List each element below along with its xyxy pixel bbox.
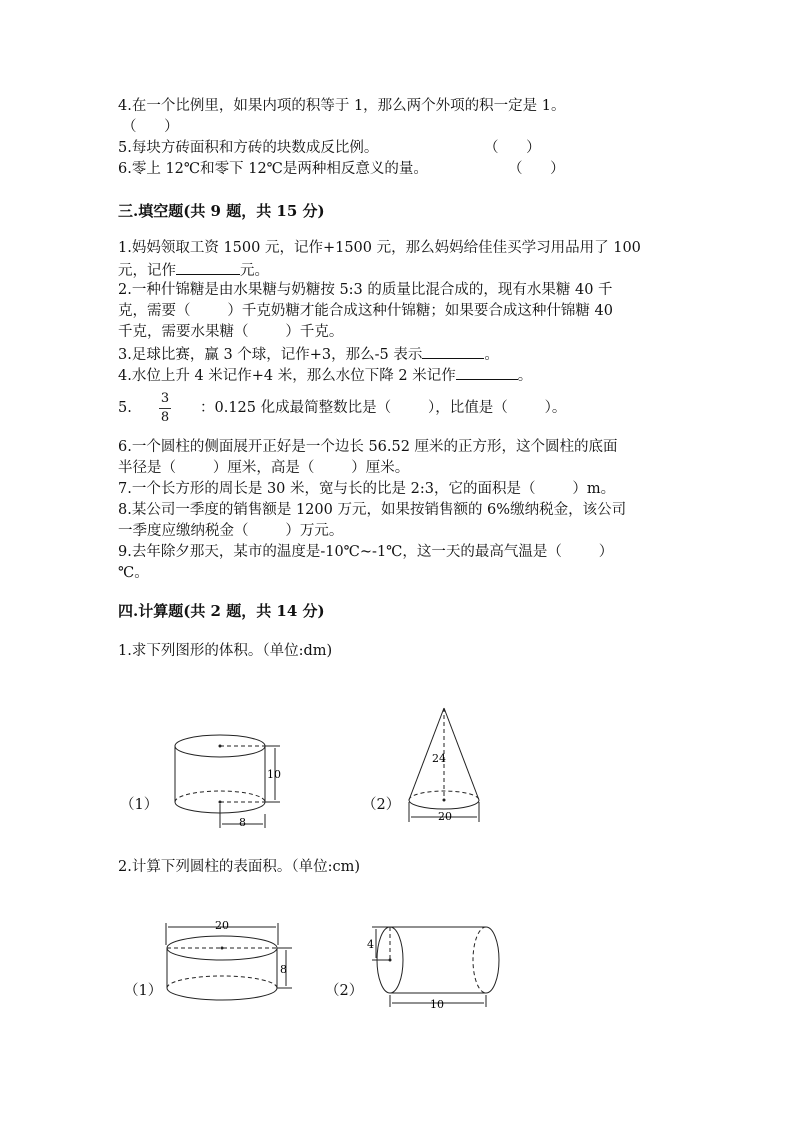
fig2-diameter-label: 20 bbox=[438, 810, 452, 823]
judgment-q5-answer-paren: （ ） bbox=[484, 140, 541, 156]
calc-q1: 1.求下列图形的体积。（单位:dm) bbox=[118, 643, 333, 659]
cylinder-figure-surface-2 bbox=[360, 915, 510, 1015]
fill-q6-line1: 6.一个圆柱的侧面展开正好是一个边长 56.52 厘米的正方形，这个圆柱的底面 bbox=[118, 439, 618, 455]
judgment-q4-line1: 4.在一个比例里，如果内项的积等于 1，那么两个外项的积一定是 1。 bbox=[118, 98, 566, 114]
fraction-denominator: 8 bbox=[160, 410, 170, 425]
fill-q4: 4.水位上升 4 米记作+4 米，那么水位下降 2 米记作 。 bbox=[118, 364, 532, 386]
judgment-q4-answer-paren: （ ） bbox=[122, 119, 179, 135]
fraction-numerator: 3 bbox=[160, 391, 170, 406]
cylinder-figure-surface-1 bbox=[160, 915, 300, 1015]
answer-blank bbox=[176, 259, 240, 275]
answer-blank bbox=[456, 364, 518, 380]
judgment-q5: 5.每块方砖面积和方砖的块数成反比例。 bbox=[118, 140, 379, 156]
fill-q6-line2: 半径是（ ）厘米，高是（ ）厘米。 bbox=[118, 460, 410, 476]
fraction-three-eighths bbox=[158, 391, 172, 426]
section4-title: 四.计算题(共 2 题，共 14 分) bbox=[118, 602, 325, 620]
figure3-label: （1） bbox=[124, 983, 163, 999]
fig3-height-label: 8 bbox=[280, 963, 287, 976]
figure2-label: （2） bbox=[362, 797, 401, 813]
calc-q2: 2.计算下列圆柱的表面积。（单位:cm) bbox=[118, 859, 360, 875]
fill-q1-line2: 元，记作 元。 bbox=[118, 259, 269, 281]
fill-q9-line2: ℃。 bbox=[118, 565, 149, 581]
figure4-label: （2） bbox=[325, 983, 364, 999]
fill-q9-line1: 9.去年除夕那天，某市的温度是-10℃~-1℃，这一天的最高气温是（ ） bbox=[118, 544, 614, 560]
fill-q2-line1: 2.一种什锦糖是由水果糖与奶糖按 5:3 的质量比混合成的，现有水果糖 40 千 bbox=[118, 282, 613, 298]
fill-q8-line2: 一季度应缴纳税金（ ）万元。 bbox=[118, 523, 344, 539]
section3-title: 三.填空题(共 9 题，共 15 分) bbox=[118, 202, 325, 220]
judgment-q6-answer-paren: （ ） bbox=[508, 161, 565, 177]
fig2-height-label: 24 bbox=[432, 752, 446, 765]
fill-q8-line1: 8.某公司一季度的销售额是 1200 万元，如果按销售额的 6%缴纳税金，该公司 bbox=[118, 502, 627, 518]
figure1-label: （1） bbox=[120, 797, 159, 813]
fig1-height-label: 10 bbox=[267, 768, 281, 781]
fill-q7: 7.一个长方形的周长是 30 米，宽与长的比是 2:3，它的面积是（ ）m。 bbox=[118, 481, 616, 497]
fill-q5-number: 5. bbox=[118, 400, 132, 416]
answer-blank bbox=[422, 343, 484, 359]
cone-figure-volume bbox=[400, 700, 495, 830]
fill-q2-line2: 克，需要（ ）千克奶糖才能合成这种什锦糖；如果要合成这种什锦糖 40 bbox=[118, 303, 613, 319]
fill-q2-line3: 千克，需要水果糖（ ）千克。 bbox=[118, 324, 344, 340]
fill-q3: 3.足球比赛，赢 3 个球，记作+3，那么-5 表示 。 bbox=[118, 343, 499, 365]
cylinder-figure-volume bbox=[160, 720, 290, 835]
fig4-length-label: 10 bbox=[430, 998, 444, 1011]
fill-q5-rest: ：0.125 化成最简整数比是（ ），比值是（ ）。 bbox=[200, 400, 567, 416]
judgment-q6: 6.零上 12℃和零下 12℃是两种相反意义的量。 bbox=[118, 161, 428, 177]
fig1-radius-label: 8 bbox=[239, 816, 246, 829]
fig3-diameter-label: 20 bbox=[215, 919, 229, 932]
fill-q1-line1: 1.妈妈领取工资 1500 元，记作+1500 元，那么妈妈给佳佳买学习用品用了 100 bbox=[118, 240, 641, 256]
fig4-radius-label: 4 bbox=[367, 938, 374, 951]
